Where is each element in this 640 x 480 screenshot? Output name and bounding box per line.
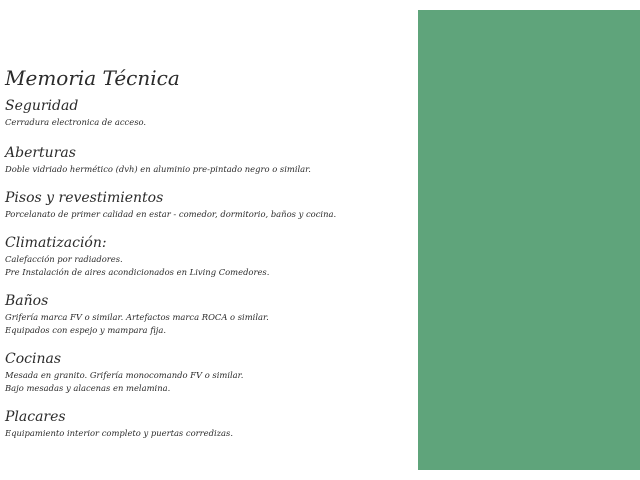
section-seguridad (5, 97, 146, 129)
decorative-green-panel (418, 10, 640, 470)
section-banos (5, 292, 269, 337)
section-line: Bajo mesadas y alacenas en melamina. (5, 383, 171, 393)
section-climatizacion (5, 234, 269, 279)
section-line: Calefacción por radiadores. (5, 254, 123, 264)
section-pisos (5, 189, 336, 221)
section-line: Pre Instalación de aires acondicionados en Living Comedores. (5, 267, 270, 277)
section-heading: Aberturas (5, 145, 76, 161)
page-title: Memoria Técnica (5, 66, 180, 90)
section-line: Cerradura electronica de acceso. (5, 117, 147, 127)
section-line: Porcelanato de primer calidad en estar - comedor, dormitorio, baños y cocina. (5, 209, 337, 219)
section-line: Grifería marca FV o similar. Artefactos marca ROCA o similar. (5, 312, 269, 322)
section-cocinas (5, 350, 243, 395)
section-heading: Baños (5, 293, 49, 309)
section-line: Mesada en granito. Grifería monocomando FV o similar. (5, 370, 244, 380)
section-heading: Seguridad (5, 98, 79, 114)
section-line: Doble vidriado hermético (dvh) en aluminio pre-pintado negro o similar. (5, 164, 311, 174)
section-aberturas (5, 144, 311, 176)
section-line: Equipamiento interior completo y puertas corredizas. (5, 428, 233, 438)
section-heading: Pisos y revestimientos (5, 190, 164, 206)
section-placares (5, 408, 233, 440)
section-heading: Climatización: (5, 235, 107, 251)
section-heading: Placares (5, 409, 66, 425)
section-heading: Cocinas (5, 351, 62, 367)
section-line: Equipados con espejo y mampara fija. (5, 325, 167, 335)
